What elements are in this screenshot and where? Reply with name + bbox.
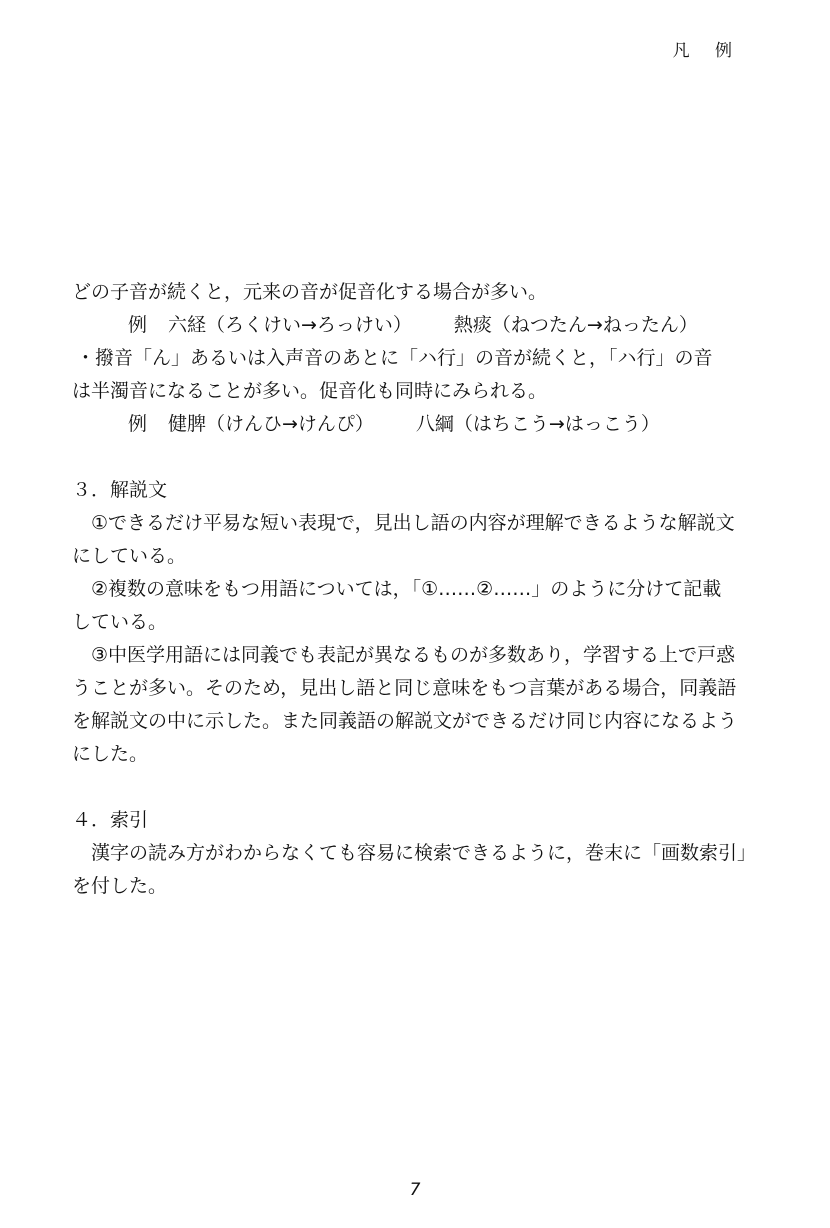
body-text [72, 276, 762, 903]
example-label: 例 [128, 413, 148, 435]
paragraph-line: 漢字の読み方がわからなくても容易に検索できるように，巻末に「画数索引」 [91, 842, 757, 864]
example-line [72, 309, 762, 342]
paragraph-line: を付した。 [72, 875, 168, 897]
example-label: 例 [128, 314, 148, 336]
section-heading: ４．索引 [72, 809, 149, 831]
section-heading: ３．解説文 [72, 479, 168, 501]
paragraph-line: している。 [72, 611, 168, 633]
example-line [72, 408, 762, 441]
example-item: 健脾（けんひ→けんぴ） [168, 413, 374, 435]
paragraph-line: にしている。 [72, 545, 187, 567]
example-item: 六経（ろくけい→ろっけい） [168, 314, 412, 336]
paragraph-line: うことが多い。そのため，見出し語と同じ意味をもつ言葉がある場合，同義語 [72, 677, 737, 699]
running-head: 凡 例 [672, 41, 742, 61]
paragraph-line: は半濁音になることが多い。促音化も同時にみられる。 [72, 380, 548, 402]
example-item: 熱痰（ねつたん→ねったん） [453, 314, 698, 336]
paragraph-line: にした。 [72, 743, 149, 765]
paragraph-line: を解説文の中に示した。また同義語の解説文ができるだけ同じ内容になるよう [72, 710, 738, 732]
paragraph-line: ②複数の意味をもつ用語については，「①……②……」のように分けて記載 [91, 578, 722, 600]
paragraph-line: どの子音が続くと，元来の音が促音化する場合が多い。 [72, 281, 548, 303]
paragraph-line: ③中医学用語には同義でも表記が異なるものが多数あり，学習する上で戸惑 [91, 644, 736, 666]
page-number: 7 [409, 1180, 421, 1200]
paragraph-line: ①できるだけ平易な短い表現で，見出し語の内容が理解できるような解説文 [91, 512, 735, 534]
example-item: 八綱（はちこう→はっこう） [415, 413, 660, 435]
bullet-line: ・撥音「ん」あるいは入声音のあとに「ハ行」の音が続くと，「ハ行」の音 [76, 347, 713, 369]
